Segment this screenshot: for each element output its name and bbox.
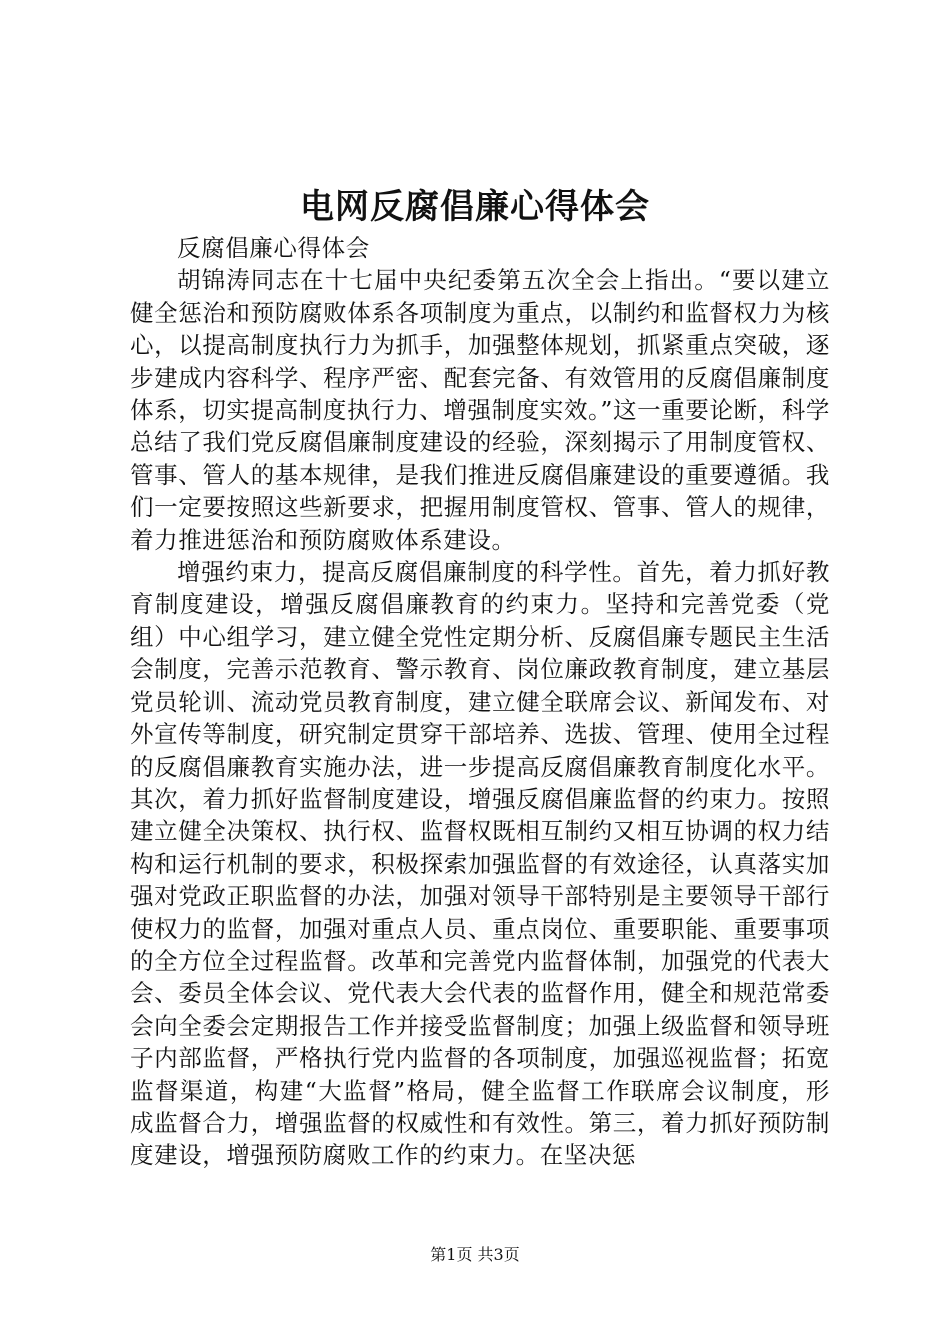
paragraph-intro: 胡锦涛同志在十七届中央纪委第五次全会上指出。“要以建立健全惩治和预防腐败体系各项制度为重点，以制约和监督权力为核心，以提高制度执行力为抓手，加强整体规划，抓紧重点突破，逐步建成内容科学、程序严密、配套完备、有效管用的反腐倡廉制度体系，切实提高制度执行力、增强制度实效。”这一重要论断，科学总结了我们党反腐倡廉制度建设的经验，深刻揭示了用制度管权、管事、管人的基本规律，是我们推进反腐倡廉建设的重要遵循。我们一定要按照这些新要求，把握用制度管权、管事、管人的规律，着力推进惩治和预防腐败体系建设。: [130, 266, 830, 554]
paragraph-constraint: 增强约束力，提高反腐倡廉制度的科学性。首先，着力抓好教育制度建设，增强反腐倡廉教育的约束力。坚持和完善党委（党组）中心组学习，建立健全党性定期分析、反腐倡廉专题民主生活会制度，完善示范教育、警示教育、岗位廉政教育制度，建立基层党员轮训、流动党员教育制度，建立健全联席会议、新闻发布、对外宣传等制度，研究制定贯穿干部培养、选拔、管理、使用全过程的反腐倡廉教育实施办法，进一步提高反腐倡廉教育制度化水平。其次，着力抓好监督制度建设，增强反腐倡廉监督的约束力。按照建立健全决策权、执行权、监督权既相互制约又相互协调的权力结构和运行机制的要求，积极探索加强监督的有效途径，认真落实加强对党政正职监督的办法，加强对领导干部特别是主要领导干部行使权力的监督，加强对重点人员、重点岗位、重要职能、重要事项的全方位全过程监督。改革和完善党内监督体制，加强党的代表大会、委员全体会议、党代表大会代表的监督作用，健全和规范常委会向全委会定期报告工作并接受监督制度；加强上级监督和领导班子内部监督，严格执行党内监督的各项制度，加强巡视监督；拓宽监督渠道，构建“大监督”格局，健全监督工作联席会议制度，形成监督合力，增强监督的权威性和有效性。第三，着力抓好预防制度建设，增强预防腐败工作的约束力。在坚决惩: [130, 558, 830, 1170]
page-number-footer: 第1页 共3页: [430, 1245, 520, 1264]
document-body: [130, 232, 830, 1172]
document-title: 电网反腐倡廉心得体会: [300, 187, 650, 227]
paragraph-subtitle: 反腐倡廉心得体会: [177, 234, 370, 262]
